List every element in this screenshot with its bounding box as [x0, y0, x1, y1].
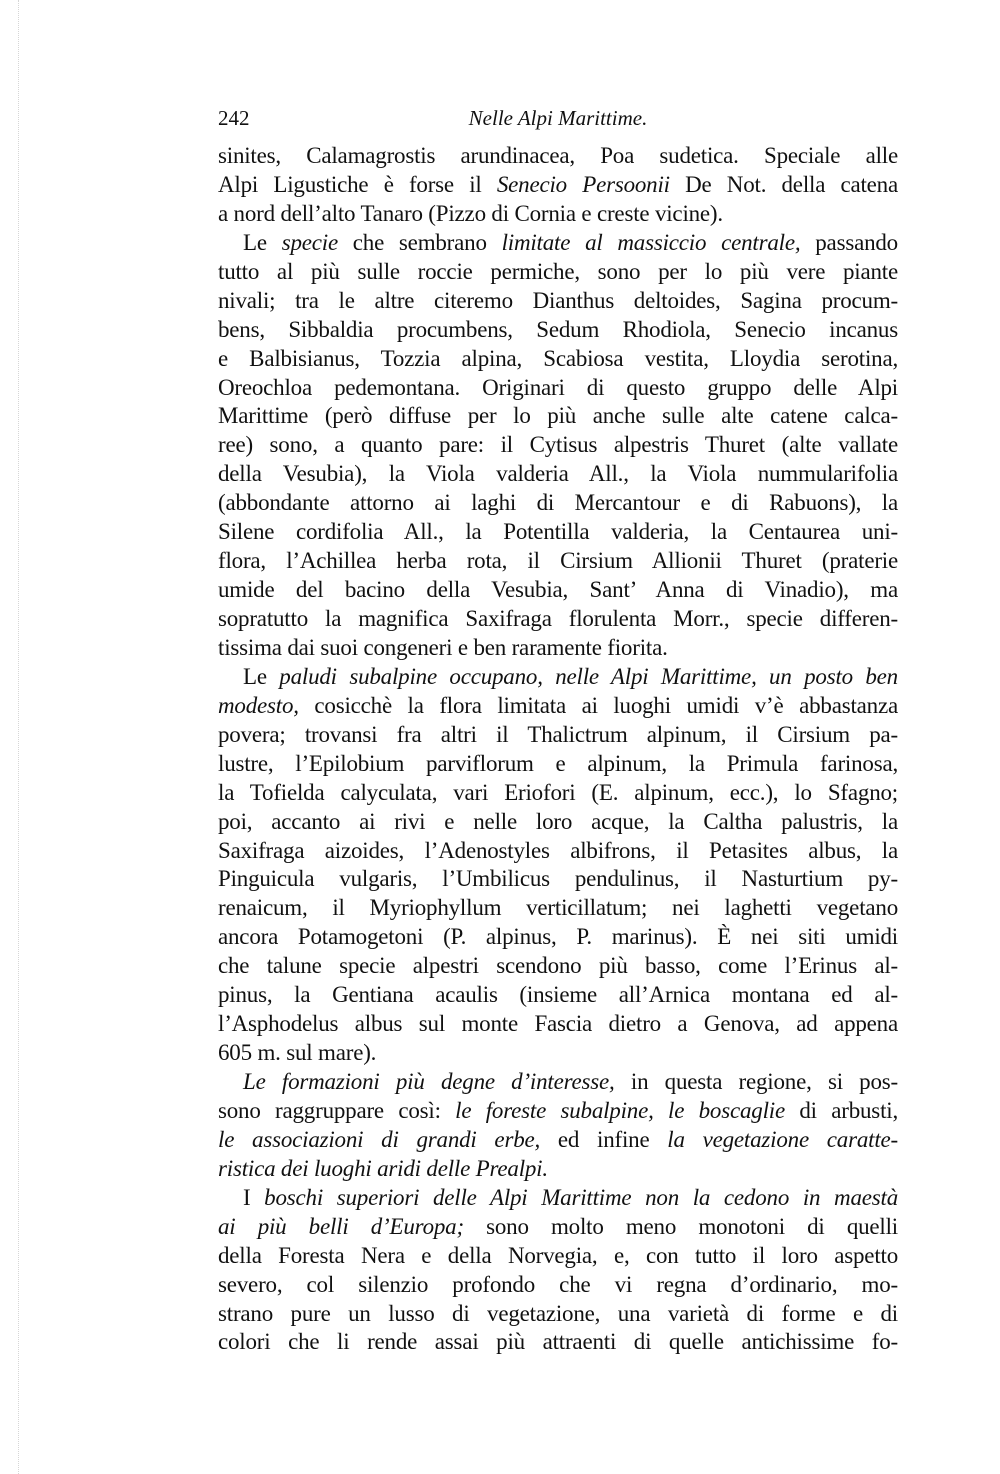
text-segment: Le: [243, 229, 282, 255]
text-line: [218, 402, 898, 431]
text-line: [218, 808, 898, 837]
text-segment: Saxifraga aizoides, l’Adenostyles albifrons, il Petasites albus, la: [218, 837, 898, 863]
text-segment: ancora Potamogetoni (P. alpinus, P. marinus). È nei siti umidi: [218, 924, 898, 950]
text-segment: sopratutto la magnifica Saxifraga florulenta Morr., specie differen-: [218, 606, 898, 631]
text-line: [218, 894, 898, 923]
running-title: Nelle Alpi Marittime.: [468, 106, 648, 130]
italic-segment: le foreste subalpine, le boscaglie: [455, 1097, 785, 1123]
text-segment: (abbondante attorno ai laghi di Mercantour e di Rabuons), la: [218, 490, 898, 516]
text-line: [218, 576, 898, 605]
text-segment: che sembrano: [337, 229, 502, 255]
text-line: [218, 171, 898, 200]
text-line: [218, 489, 898, 518]
text-segment: strano pure un lusso di vegetazione, una varietà di forme e di: [218, 1300, 898, 1326]
text-segment: della Foresta Nera e della Norvegia, e, con tutto il loro aspetto: [218, 1242, 898, 1268]
text-line: [218, 460, 898, 489]
text-segment: 605 m. sul mare).: [218, 1040, 377, 1066]
text-line: [218, 200, 898, 229]
text-line: [218, 518, 898, 547]
text-line: [218, 981, 898, 1010]
text-segment: bens, Sibbaldia procumbens, Sedum Rhodiola, Senecio incanus: [218, 316, 898, 342]
text-segment: severo, col silenzio profondo che vi regna d’ordinario, mo-: [218, 1271, 898, 1297]
text-line: [218, 605, 898, 634]
text-line: [218, 1097, 898, 1126]
text-segment: Oreochloa pedemontana. Originari di questo gruppo delle Alpi: [218, 374, 898, 400]
italic-segment: paludi subalpine occupano, nelle Alpi Marittime, un posto ben: [279, 663, 898, 689]
italic-segment: ristica dei luoghi aridi delle Prealpi.: [218, 1155, 548, 1181]
italic-segment: limitate al massiccio centrale,: [501, 229, 801, 255]
scan-edge-noise: [18, 0, 21, 1474]
text-line: [218, 1155, 898, 1184]
text-line: [218, 1126, 898, 1155]
text-segment: I: [243, 1184, 265, 1210]
text-segment: De Not. della catena: [669, 171, 898, 197]
text-segment: in questa regione, si pos-: [614, 1069, 898, 1094]
text-line: [218, 1271, 898, 1300]
text-line: [218, 345, 898, 374]
italic-segment: modesto,: [218, 692, 299, 718]
text-line: [218, 750, 898, 779]
text-line: [218, 1328, 898, 1357]
text-segment: nivali; tra le altre citeremo Dianthus deltoides, Sagina procum-: [218, 287, 898, 313]
text-line: [218, 316, 898, 345]
page-header: [218, 106, 898, 136]
text-line: [218, 779, 898, 808]
text-segment: sono molto meno monotoni di quelli: [463, 1213, 898, 1239]
text-segment: sinites, Calamagrostis arundinacea, Poa sudetica. Speciale alle: [218, 143, 898, 168]
text-line: [218, 287, 898, 316]
text-segment: poi, accanto ai rivi e nelle loro acque, la Caltha palustris, la: [218, 808, 898, 834]
text-line: [218, 663, 898, 692]
text-line: [218, 1300, 898, 1329]
text-segment: che talune specie alpestri scendono più basso, come l’Erinus al-: [218, 953, 898, 979]
text-segment: tissima dai suoi congeneri e ben raramente fiorita.: [218, 634, 668, 660]
italic-segment: Senecio Persoonii: [496, 171, 670, 197]
text-segment: passando: [800, 229, 898, 255]
text-line: [218, 1010, 898, 1039]
text-segment: Le: [243, 663, 280, 689]
text-segment: Marittime (però diffuse per lo più anche sulle alte catene calca-: [218, 403, 898, 429]
italic-segment: ai più belli d’Europa;: [218, 1213, 464, 1239]
italic-segment: boschi superiori delle Alpi Marittime non la cedono in maestà: [264, 1184, 898, 1210]
text-line: [218, 1242, 898, 1271]
text-segment: renaicum, il Myriophyllum verticillatum; nei laghetti vegetano: [218, 895, 898, 921]
text-segment: l’Asphodelus albus sul monte Fascia dietro a Genova, ad appena: [218, 1011, 898, 1037]
page-number: 242: [218, 106, 250, 130]
text-segment: umide del bacino della Vesubia, Sant’ Anna di Vinadio), ma: [218, 577, 898, 603]
italic-segment: specie: [281, 229, 338, 255]
text-segment: tutto al più sulle roccie permiche, sono per lo più vere piante: [218, 258, 898, 284]
text-line: [218, 1039, 898, 1068]
text-line: [218, 923, 898, 952]
text-line: [218, 721, 898, 750]
text-line: [218, 692, 898, 721]
text-segment: flora, l’Achillea herba rota, il Cirsium Allionii Thuret (praterie: [218, 548, 898, 574]
text-segment: e Balbisianus, Tozzia alpina, Scabiosa vestita, Lloydia serotina,: [218, 345, 898, 371]
text-line: [218, 431, 898, 460]
text-line: [218, 952, 898, 981]
text-segment: colori che li rende assai più attraenti di quelle antichissime fo-: [218, 1329, 898, 1355]
text-segment: povera; trovansi fra altri il Thalictrum alpinum, il Cirsium pa-: [218, 721, 898, 747]
text-line: [218, 374, 898, 403]
text-line: [218, 634, 898, 663]
italic-segment: la vegetazione caratte-: [667, 1126, 898, 1152]
text-segment: lustre, l’Epilobium parviflorum e alpinum, la Primula farinosa,: [218, 750, 898, 776]
text-segment: di arbusti,: [784, 1097, 898, 1123]
text-segment: Alpi Ligustiche è forse il: [218, 171, 497, 197]
text-segment: cosicchè la flora limitata ai luoghi umidi v’è abbastanza: [298, 692, 898, 718]
text-line: [218, 258, 898, 287]
italic-segment: Le formazioni più degne d’interesse,: [243, 1069, 615, 1094]
text-line: [218, 1213, 898, 1242]
text-line: [218, 229, 898, 258]
text-segment: la Tofielda calyculata, vari Eriofori (E. alpinum, ecc.), lo Sfagno;: [218, 779, 898, 805]
text-line: [218, 865, 898, 894]
text-segment: a nord dell’alto Tanaro (Pizzo di Cornia e creste vicine).: [218, 200, 723, 226]
text-line: [218, 142, 898, 171]
text-segment: Pinguicula vulgaris, l’Umbilicus pendulinus, il Nasturtium py-: [218, 866, 898, 892]
text-line: [218, 547, 898, 576]
text-line: [218, 1184, 898, 1213]
text-segment: ree) sono, a quanto pare: il Cytisus alpestris Thuret (alte vallate: [218, 432, 898, 458]
italic-segment: le associazioni di grandi erbe,: [218, 1126, 541, 1152]
text-segment: della Vesubia), la Viola valderia All., la Viola nummularifolia: [218, 461, 898, 487]
text-segment: ed infine: [540, 1126, 668, 1152]
text-segment: Silene cordifolia All., la Potentilla valderia, la Centaurea uni-: [218, 519, 898, 545]
text-segment: pinus, la Gentiana acaulis (insieme all’Arnica montana ed al-: [218, 982, 898, 1008]
text-segment: sono raggruppare così:: [218, 1097, 456, 1123]
body-text: [218, 142, 898, 1357]
text-line: [218, 837, 898, 866]
text-line: [218, 1068, 898, 1097]
